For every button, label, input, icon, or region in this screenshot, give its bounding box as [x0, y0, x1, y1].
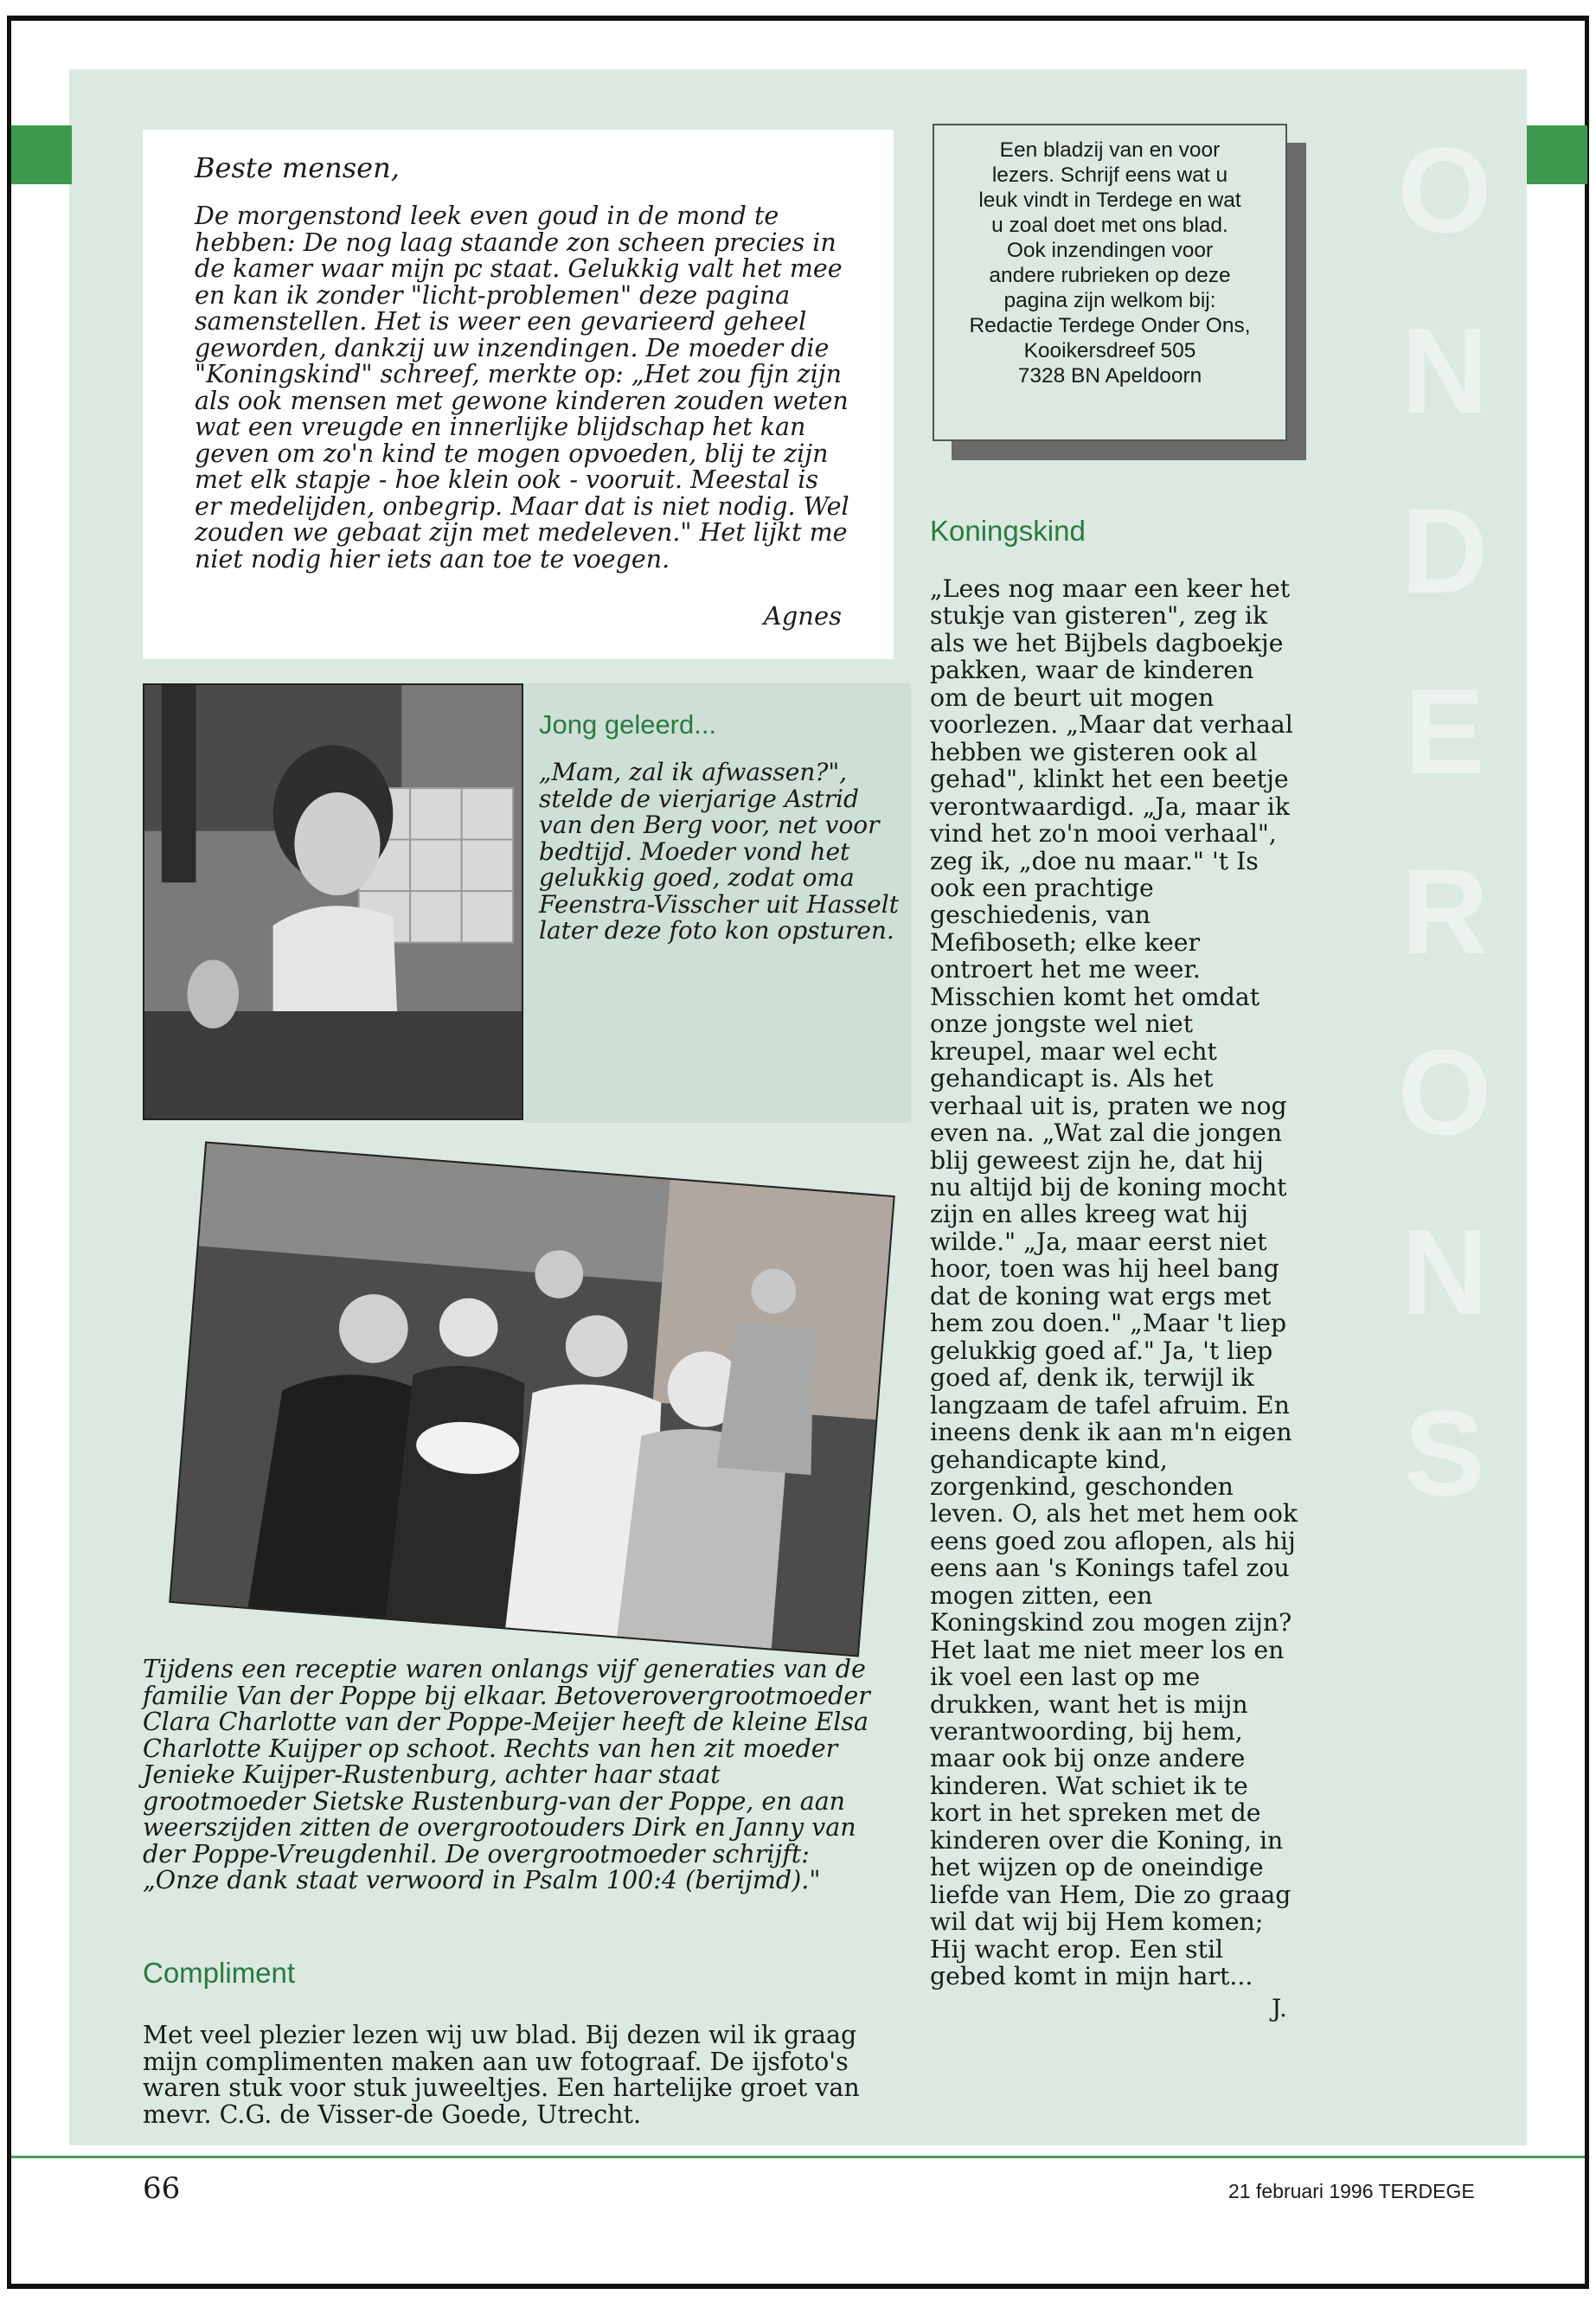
intro-body: De morgenstond leek even goud in de mond te hebben: De nog laag staande zon scheen precies in de kamer waar mijn pc staat. Gelukkig valt het mee en kan ik zonder "licht-problemen" deze pagina samenstellen. Het is weer een gevarieerd geheel geworden, dankzij uw inzendingen. De moeder die "Koningskind" schreef, merkte op: „Het zou fijn zijn als ook mensen met gewone kinderen zouden weten wat een vreugde en innerlijke blijdschap het kan geven om zo'n kind te mogen opvoeden, blij te zijn met elk stapje - hoe klein ook - vooruit. Meestal is er medelijden, onbegrip. Maar dat is niet nodig. Wel zouden we gebaat zijn met medeleven." Het lijkt me niet nodig hier iets aan toe te voegen.	[195, 202, 849, 574]
photo-five-generations	[169, 1141, 895, 1657]
jong-geleerd-panel	[523, 683, 911, 1123]
side-title-onder-ons	[1375, 122, 1514, 1521]
contact-line: lezers. Schrijf eens wat u	[991, 163, 1228, 187]
page-border-left	[7, 16, 11, 2289]
footer-rule	[11, 2156, 1585, 2158]
compliment-heading: Compliment	[143, 1957, 296, 1989]
side-letter: R	[1401, 843, 1489, 980]
contact-line: u zoal doet met ons blad.	[991, 214, 1228, 237]
compliment-body: Met veel plezier lezen wij uw blad. Bij dezen wil ik graag mijn complimenten maken aan uw fotograaf. De ijsfoto's waren stuk voor stuk juweeltjes. Een hartelijke groet van mevr. C.G. de Visser-de Goede, Utrecht.	[143, 2021, 860, 2129]
contact-line: Kooikersdreef 505	[1023, 339, 1196, 362]
contact-line: 7328 BN Apeldoorn	[1017, 364, 1202, 388]
contact-line: leuk vindt in Terdege en wat	[978, 189, 1241, 212]
intro-letter-box	[143, 130, 894, 659]
contact-line: pagina zijn welkom bij:	[1003, 289, 1216, 312]
side-letter: E	[1404, 663, 1485, 799]
page-number: 66	[143, 2171, 181, 2206]
side-letter: S	[1404, 1384, 1485, 1521]
side-letter: O	[1397, 122, 1492, 258]
photo-child-washing-dishes	[143, 683, 523, 1120]
side-letter: N	[1401, 1204, 1489, 1341]
jong-geleerd-body: „Mam, zal ik afwassen?", stelde de vierjarige Astrid van den Berg voor, net voor bedtijd. Moeder vond het gelukkig goed, zodat oma Feenstra-Visscher uit Hasselt later deze foto kon opsturen.	[539, 758, 899, 945]
contact-info-box	[933, 124, 1287, 441]
green-tab-right	[1527, 125, 1587, 184]
contact-line: andere rubrieken op deze	[989, 264, 1231, 287]
side-letter: N	[1401, 302, 1489, 439]
green-tab-left	[11, 125, 72, 184]
page-border-top	[7, 16, 1589, 21]
koningskind-signature: J.	[1272, 1994, 1287, 2022]
side-letter: D	[1401, 483, 1489, 619]
koningskind-body: „Lees nog maar een keer het stukje van gisteren", zeg ik als we het Bijbels dagboekje pakken, waar de kinderen om de beurt uit mogen voorlezen. „Maar dat verhaal hebben we gisteren ook al gehad", klinkt het een beetje verontwaardigd. „Ja, maar ik vind het zo'n mooi verhaal", zeg ik, „doe nu maar." 't Is ook een prachtige geschiedenis, van Mefiboseth; elke keer ontroert het me weer. Misschien komt het omdat onze jongste wel niet kreupel, maar wel echt gehandicapt is. Als het verhaal uit is, praten we nog even na. „Wat zal die jongen blij geweest zijn he, dat hij nu altijd bij de koning mocht zijn en alles kreeg wat hij wilde." „Ja, maar eerst niet hoor, toen was hij heel bang dat de koning wat ergs met hem zou doen." „Maar 't liep gelukkig goed af." Ja, 't liep goed af, denk ik, terwijl ik langzaam de tafel afruim. En ineens denk ik aan m'n eigen gehandicapte kind, zorgenkind, geschonden leven. O, als het met hem ook eens goed zou aflopen, als hij eens aan 's Konings tafel zou mogen zitten, een Koningskind zou mogen zijn? Het laat me niet meer los en ik voel een last op me drukken, want het is mijn verantwoording, bij hem, maar ook bij onze andere kinderen. Wat schiet ik te kort in het spreken met de kinderen over die Koning, in het wijzen op de oneindige liefde van Hem, Die zo graag wil dat wij bij Hem komen; Hij wacht erop. Een stil gebed komt in mijn hart...	[930, 574, 1298, 1991]
photo-caption: Tijdens een receptie waren onlangs vijf generaties van de familie Van der Poppe bij elkaar. Betoverovergrootmoeder Clara Charlotte van der Poppe-Meijer heeft de kleine Elsa Charlotte Kuijper op schoot. Rechts van hen zit moeder Jenieke Kuijper-Rustenburg, achter haar staat grootmoeder Sietske Rustenburg-van der Poppe, en aan weerszijden zitten de overgrootouders Dirk en Janny van der Poppe-Vreugdenhil. De overgrootmoeder schrijft: „Onze dank staat verwoord in Psalm 100:4 (berijmd)."	[143, 1655, 870, 1894]
contact-line: Ook inzendingen voor	[1006, 239, 1214, 262]
page-border-bottom	[7, 2284, 1589, 2289]
intro-greeting: Beste mensen,	[195, 151, 400, 184]
contact-line: Een bladzij van en voor	[999, 138, 1221, 162]
jong-geleerd-heading: Jong geleerd...	[539, 709, 717, 740]
koningskind-heading: Koningskind	[930, 515, 1086, 547]
footer-issue-date: 21 februari 1996 TERDEGE	[1228, 2180, 1475, 2202]
page-border-right	[1585, 16, 1589, 2289]
side-letter: O	[1397, 1023, 1492, 1160]
photo-five-generations-wrapper	[143, 1142, 887, 1639]
intro-signature: Agnes	[763, 601, 842, 631]
contact-line: Redactie Terdege Onder Ons,	[969, 314, 1251, 337]
